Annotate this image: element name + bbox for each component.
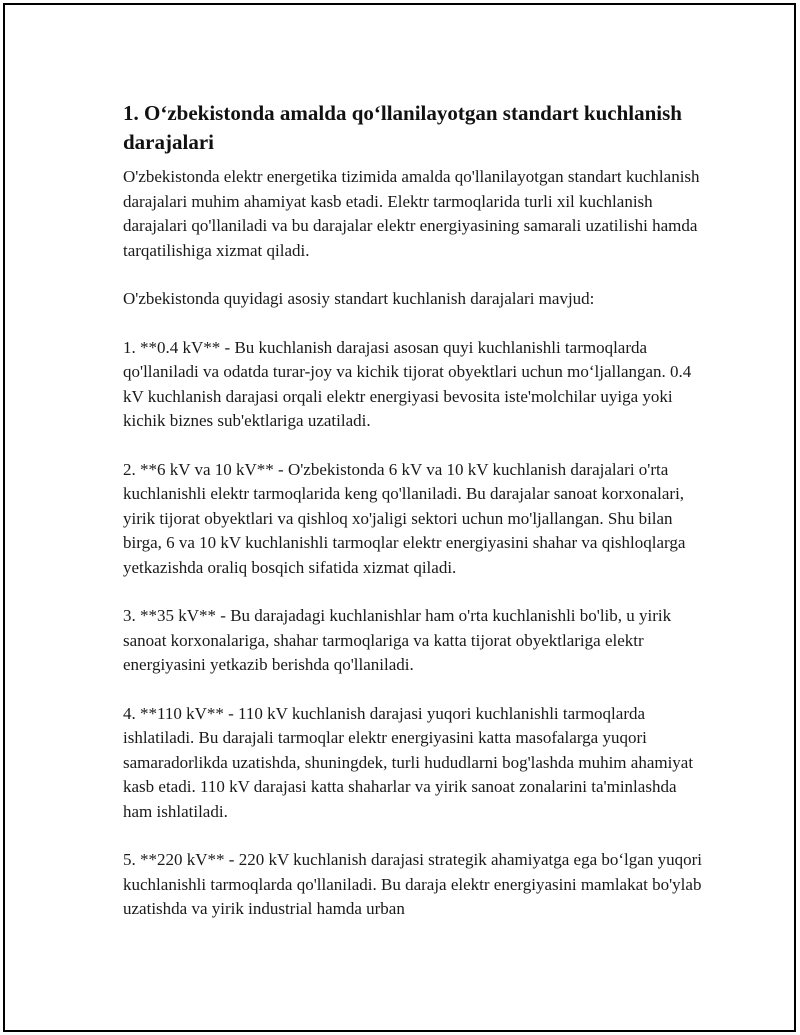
list-intro-paragraph: O'zbekistonda quyidagi asosiy standart kuchlanish darajalari mavjud:: [123, 289, 595, 308]
voltage-item-110kv: 4. **110 kV** - 110 kV kuchlanish darajasi yuqori kuchlanishli tarmoqlarda ishlatiladi. Bu darajali tarmoqlar elektr energiyasini katta masofalarga yuqori samaradorlikda uzatishda, shuningdek, turli hududlarni bog'lashda muhim ahamiyat kasb etadi. 110 kV darajasi katta shaharlar va yirik sanoat zonalarini ta'minlashda ham ishlatiladi.: [123, 703, 694, 821]
voltage-item-0-4kv: 1. **0.4 kV** - Bu kuchlanish darajasi asosan quyi kuchlanishli tarmoqlarda qo'llaniladi va odatda turar-joy va kichik tijorat obyektlari uchun mo‘ljallangan. 0.4 kV kuchlanish darajasi orqali elektr energiyasi bevosita iste'molchilar uyiga yoki kichik biznes sub'ektlariga uzatiladi.: [123, 337, 692, 430]
section-title: 1. O‘zbekistonda amalda qo‘llanilayotgan standart kuchlanish darajalari: [123, 101, 682, 154]
intro-paragraph: O'zbekistonda elektr energetika tizimida amalda qo'llanilayotgan standart kuchlanish darajalari muhim ahamiyat kasb etadi. Elektr tarmoqlarida turli xil kuchlanish darajalari qo'llaniladi va bu darajalar elektr energiyasining samarali uzatilishi hamda tarqatilishiga xizmat qiladi.: [123, 167, 700, 260]
voltage-item-35kv: 3. **35 kV** - Bu darajadagi kuchlanishlar ham o'rta kuchlanishli bo'lib, u yirik sanoat korxonalariga, shahar tarmoqlariga va katta tijorat obyektlariga elektr energiyasini yetkazib berishda qo'llaniladi.: [123, 606, 672, 674]
page-frame: [3, 3, 796, 1032]
document-body: [123, 99, 703, 946]
voltage-item-220kv: 5. **220 kV** - 220 kV kuchlanish darajasi strategik ahamiyatga ega bo‘lgan yuqori kuchlanishli tarmoqlarda qo'llaniladi. Bu daraja elektr energiyasini mamlakat bo'ylab uzatishda va yirik industrial hamda urban: [123, 850, 702, 918]
voltage-item-6-10kv: 2. **6 kV va 10 kV** - O'zbekistonda 6 kV va 10 kV kuchlanish darajalari o'rta kuchlanishli elektr tarmoqlarida keng qo'llaniladi. Bu darajalar sanoat korxonalari, yirik tijorat obyektlari va qishloq xo'jaligi sektori uchun mo'ljallangan. Shu bilan birga, 6 va 10 kV kuchlanishli tarmoqlar elektr energiyasini shahar va qishloqlarga yetkazishda oraliq bosqich sifatida xizmat qiladi.: [123, 459, 686, 577]
